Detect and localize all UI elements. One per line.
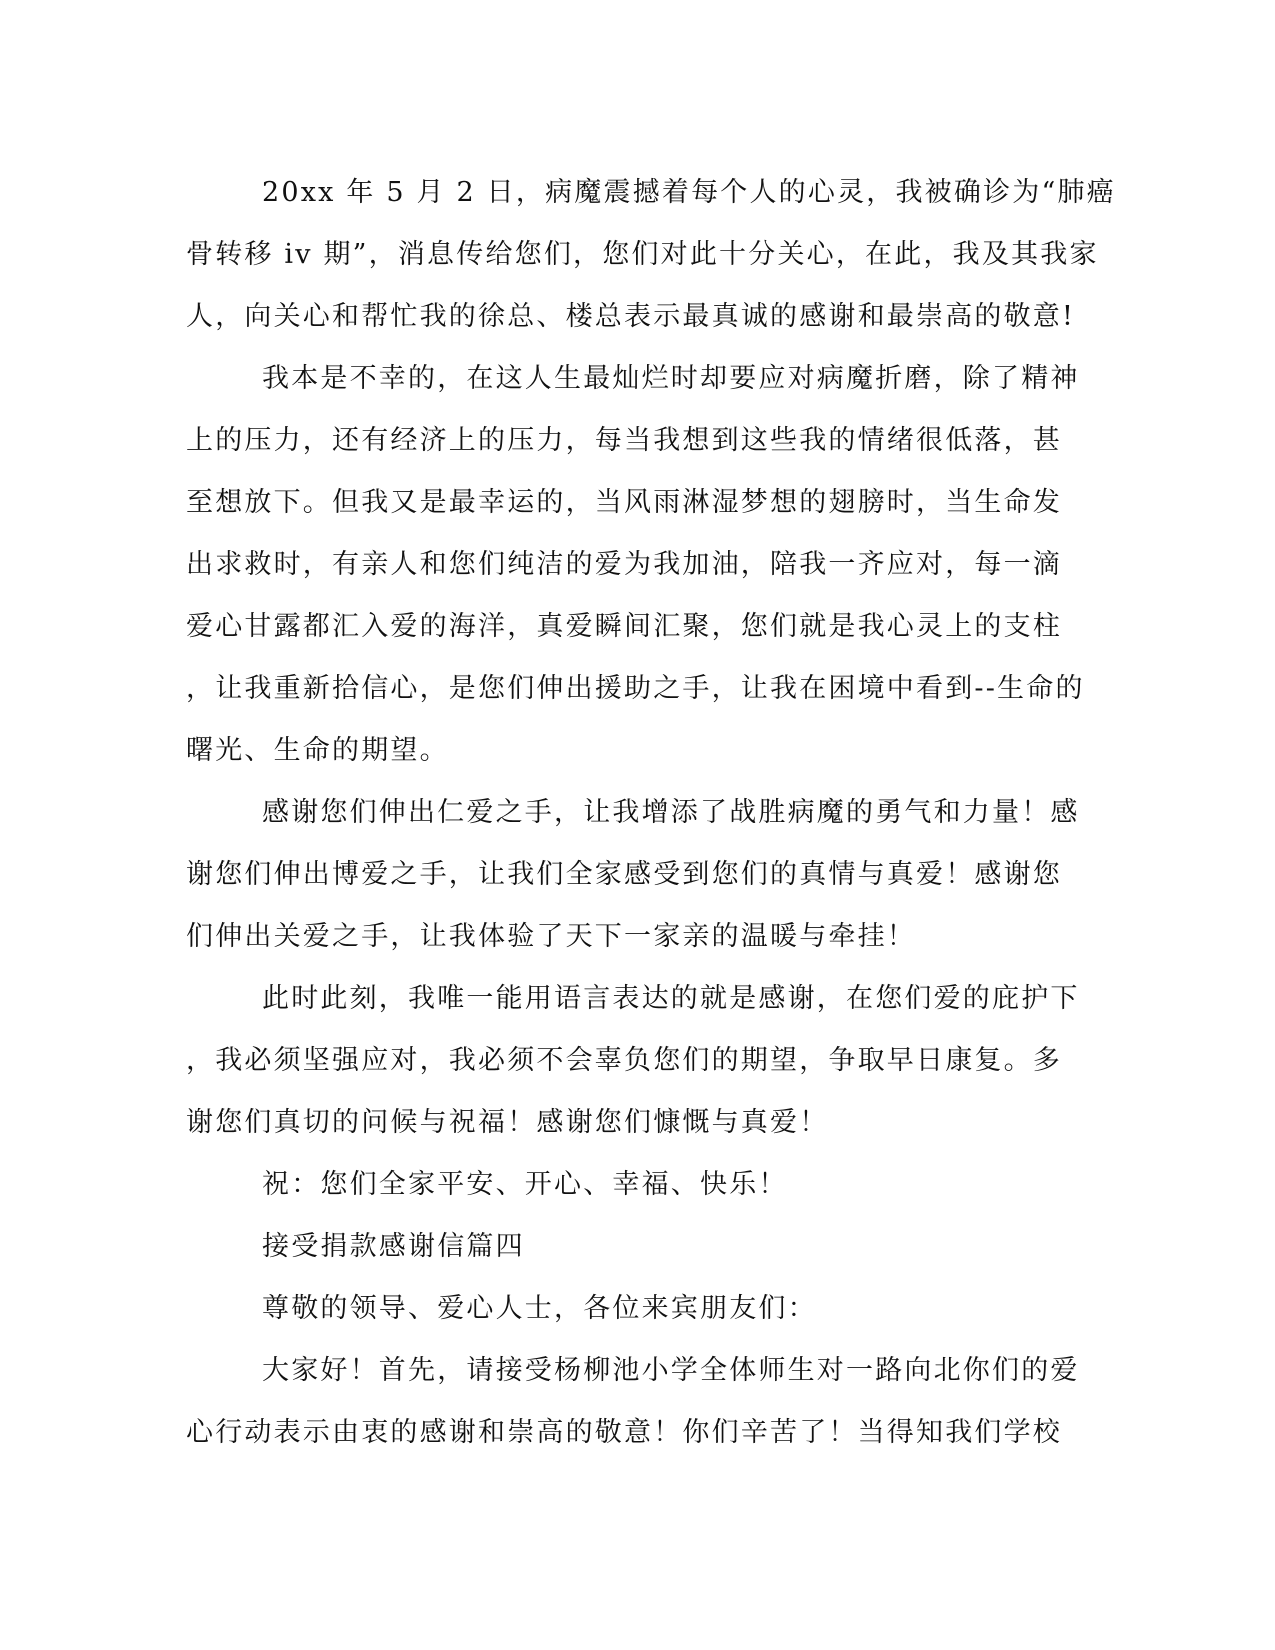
text-line: 我本是不幸的，在这人生最灿烂时却要应对病魔折磨，除了精神 bbox=[262, 363, 1080, 394]
text-line: 谢您们真切的问候与祝福！感谢您们慷慨与真爱！ bbox=[186, 1107, 829, 1138]
section-heading: 接受捐款感谢信篇四 bbox=[262, 1231, 525, 1262]
text-line: 出求救时，有亲人和您们纯洁的爱为我加油，陪我一齐应对，每一滴 bbox=[186, 549, 1062, 580]
text-line: 20xx 年 5 月 2 日，病魔震撼着每个人的心灵，我被确诊为“肺癌 bbox=[262, 177, 1116, 208]
text-line: 大家好！首先，请接受杨柳池小学全体师生对一路向北你们的爱 bbox=[262, 1355, 1080, 1386]
text-line: 感谢您们伸出仁爱之手，让我增添了战胜病魔的勇气和力量！感 bbox=[262, 797, 1080, 828]
text-line: 骨转移 iv 期”，消息传给您们，您们对此十分关心，在此，我及其我家 bbox=[186, 239, 1099, 270]
document-body bbox=[186, 162, 1116, 1464]
text-line: 曙光、生命的期望。 bbox=[186, 735, 449, 766]
text-line: 此时此刻，我唯一能用语言表达的就是感谢，在您们爱的庇护下 bbox=[262, 983, 1080, 1014]
text-line: 爱心甘露都汇入爱的海洋，真爱瞬间汇聚，您们就是我心灵上的支柱 bbox=[186, 611, 1062, 642]
text-line: 人，向关心和帮忙我的徐总、楼总表示最真诚的感谢和最崇高的敬意! bbox=[186, 301, 1076, 332]
text-line: 祝：您们全家平安、开心、幸福、快乐！ bbox=[262, 1169, 788, 1200]
salutation-line: 尊敬的领导、爱心人士，各位来宾朋友们： bbox=[262, 1293, 817, 1324]
text-line: 谢您们伸出博爱之手，让我们全家感受到您们的真情与真爱！感谢您 bbox=[186, 859, 1062, 890]
text-line: 心行动表示由衷的感谢和崇高的敬意！你们辛苦了！当得知我们学校 bbox=[186, 1417, 1062, 1448]
text-line: 上的压力，还有经济上的压力，每当我想到这些我的情绪很低落，甚 bbox=[186, 425, 1062, 456]
text-line: 至想放下。但我又是最幸运的，当风雨淋湿梦想的翅膀时，当生命发 bbox=[186, 487, 1062, 518]
text-line: ，我必须坚强应对，我必须不会辜负您们的期望，争取早日康复。多 bbox=[186, 1045, 1062, 1076]
text-line: 们伸出关爱之手，让我体验了天下一家亲的温暖与牵挂！ bbox=[186, 921, 916, 952]
text-line: ，让我重新拾信心，是您们伸出援助之手，让我在困境中看到--生命的 bbox=[186, 673, 1085, 704]
